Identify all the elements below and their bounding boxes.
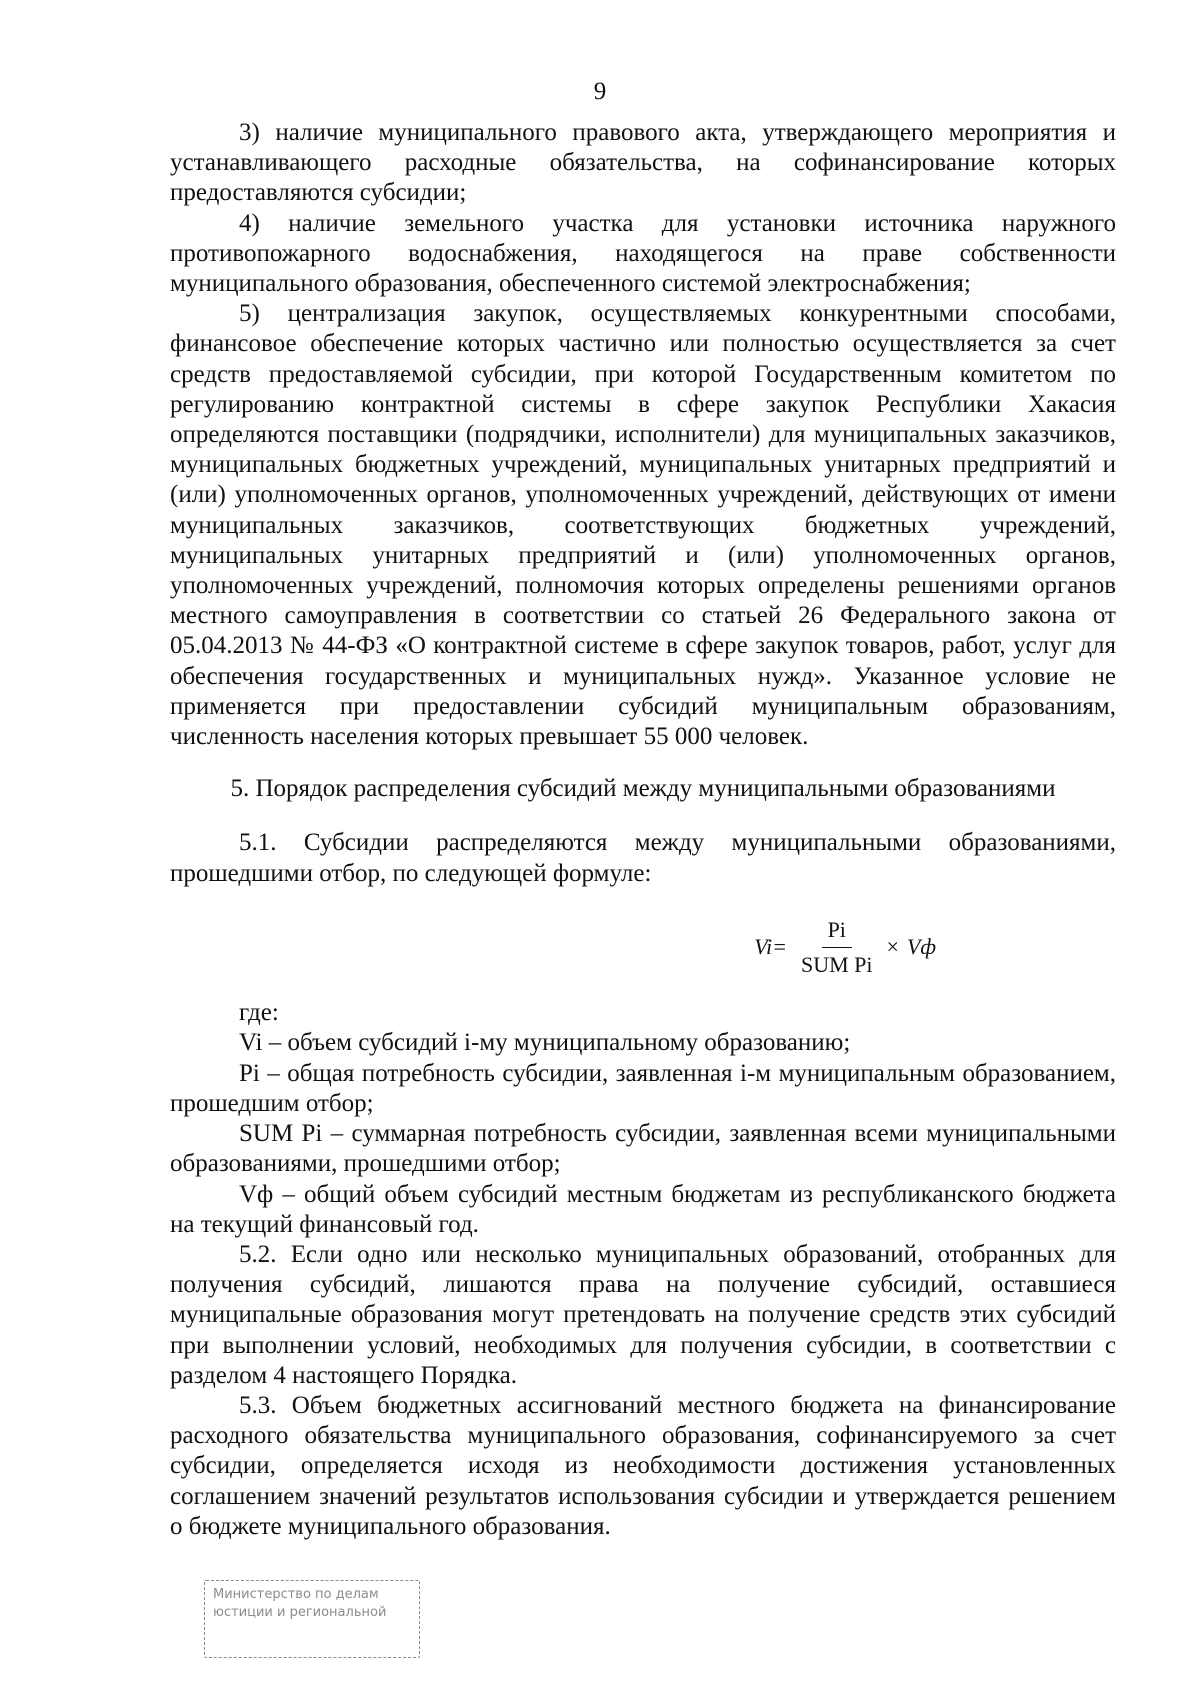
paragraph-5-3: 5.3. Объем бюджетных ассигнований местного бюджета на финансирование расходного обязательства муниципального образования, софинансируемого за счет субсидии, определяется исходя из необходимости достижения установленных соглашением значений результатов использования субсидии и утверждается решением о бюджете муниципального образования.	[170, 1391, 1116, 1540]
stamp-line-1: Министерство по делам	[213, 1587, 379, 1602]
document-body	[170, 118, 1116, 1542]
stamp-line-2: юстиции и региональной	[213, 1605, 387, 1620]
where-label: где:	[239, 999, 279, 1027]
definition-sum-pi: SUM Pi – суммарная потребность субсидии, заявленная всеми муниципальными образованиями, прошедшими отбор;	[170, 1120, 1116, 1178]
formula-block	[170, 915, 1116, 980]
section-heading: 5. Порядок распределения субсидий между муниципальными образованиями	[230, 775, 1056, 803]
paragraph-5-2: 5.2. Если одно или несколько муниципальных образований, отобранных для получения субсидий, лишаются права на получение субсидий, оставшиеся муниципальные образования могут претендовать на получение средств этих субсидий при выполнении условий, необходимых для получения субсидии, в соответствии с разделом 4 настоящего Порядка.	[170, 1240, 1116, 1389]
definition-vi: Vi – объем субсидий i-му муниципальному образованию;	[239, 1029, 851, 1057]
ministry-stamp	[204, 1580, 420, 1658]
paragraph-item-3: 3) наличие муниципального правового акта, утверждающего мероприятия и устанавливающего расходные обязательства, на софинансирование которых предоставляются субсидии;	[170, 119, 1116, 207]
formula-times: ×	[886, 934, 899, 960]
formula-rhs: Vф	[906, 934, 936, 960]
definition-pi: Pi – общая потребность субсидии, заявленная i-м муниципальным образованием, прошедшим отбор;	[170, 1059, 1116, 1117]
formula-numerator: Pi	[822, 915, 852, 948]
formula-denominator: SUM Pi	[800, 952, 873, 978]
paragraph-5-1: 5.1. Субсидии распределяются между муниципальными образованиями, прошедшими отбор, по следующей формуле:	[170, 829, 1116, 887]
definition-vf: Vф – общий объем субсидий местным бюджетам из республиканского бюджета на текущий финансовый год.	[170, 1180, 1116, 1238]
paragraph-item-4: 4) наличие земельного участка для установки источника наружного противопожарного водоснабжения, находящегося на праве собственности муниципального образования, обеспеченного системой электроснабжения;	[170, 209, 1116, 298]
paragraph-item-5: 5) централизация закупок, осуществляемых конкурентными способами, финансовое обеспечение которых частично или полностью осуществляется за счет средств предоставляемой субсидии, при которой Государственным комитетом по регулированию контрактной системы в сфере закупок Республики Хакасия определяются поставщики (подрядчики, исполнители) для муниципальных заказчиков, муниципальных бюджетных учреждений, муниципальных унитарных предприятий и (или) уполномоченных органов, уполномоченных учреждений, действующих от имени муниципальных заказчиков, соответствующих бюджетных учреждений, муниципальных унитарных предприятий и (или) уполномоченных органов, уполномоченных учреждений, полномочия которых определены решениями органов местного самоуправления в соответствии со статьей 26 Федерального закона от 05.04.2013 № 44-ФЗ «О контрактной системе в сфере закупок товаров, работ, услуг для обеспечения государственных и муниципальных нужд». Указанное условие не применяется при предоставлении субсидий муниципальным образованиям, численность населения которых превышает 55 000 человек.	[170, 300, 1116, 751]
page-number: 9	[593, 78, 607, 105]
formula-lhs: Vi=	[754, 934, 787, 960]
formula-fraction	[795, 915, 879, 980]
distribution-formula	[754, 915, 936, 980]
